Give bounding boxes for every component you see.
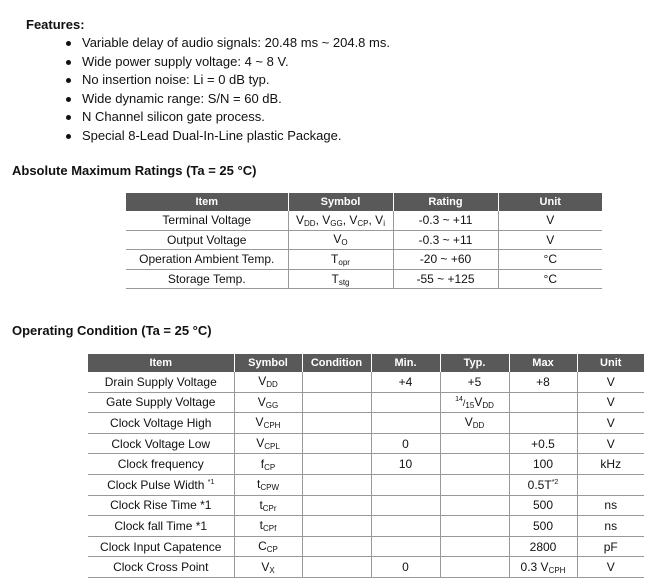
typ-cell: +5 xyxy=(440,372,509,392)
col-header-max: Max xyxy=(509,354,577,372)
typ-cell xyxy=(440,495,509,516)
max-cell: 500 xyxy=(509,495,577,516)
condition-cell xyxy=(302,516,371,537)
max-cell: 500 xyxy=(509,516,577,537)
condition-cell xyxy=(302,557,371,578)
table-row xyxy=(88,474,644,495)
typ-cell xyxy=(440,433,509,454)
condition-cell xyxy=(302,536,371,557)
unit-cell: ns xyxy=(577,495,644,516)
typ-cell xyxy=(440,454,509,475)
unit-cell: V xyxy=(498,211,602,230)
list-item: Wide dynamic range: S/N = 60 dB. xyxy=(60,90,390,109)
table-row xyxy=(126,211,602,230)
min-cell: 0 xyxy=(371,557,440,578)
item-cell: Clock fall Time *1 xyxy=(88,516,234,537)
symbol-cell: $V_O$ xyxy=(288,230,393,250)
min-cell xyxy=(371,536,440,557)
col-header-unit: Unit xyxy=(577,354,644,372)
symbol-cell: $V_{CPL}$ xyxy=(234,433,302,454)
abs-max-table xyxy=(126,193,602,289)
unit-cell xyxy=(577,474,644,495)
min-cell xyxy=(371,413,440,434)
typ-cell xyxy=(440,474,509,495)
condition-cell xyxy=(302,392,371,413)
col-header-condition: Condition xyxy=(302,354,371,372)
table-row xyxy=(88,372,644,392)
unit-cell: V xyxy=(577,413,644,434)
col-header-min: Min. xyxy=(371,354,440,372)
unit-cell: pF xyxy=(577,536,644,557)
unit-cell: ns xyxy=(577,516,644,537)
features-list xyxy=(60,34,390,146)
symbol-cell: $V_{CPH}$ xyxy=(234,413,302,434)
max-cell: $0.5T^{*2}$ xyxy=(509,474,577,495)
item-cell: Clock frequency xyxy=(88,454,234,475)
list-item: Variable delay of audio signals: 20.48 ms ~ 204.8 ms. xyxy=(60,34,390,53)
min-cell xyxy=(371,516,440,537)
col-header-symbol: Symbol xyxy=(234,354,302,372)
unit-cell: V xyxy=(577,557,644,578)
typ-cell xyxy=(440,516,509,537)
min-cell: +4 xyxy=(371,372,440,392)
item-cell: Clock Input Capatence xyxy=(88,536,234,557)
typ-cell: $V_{DD}$ xyxy=(440,413,509,434)
table-row xyxy=(88,557,644,578)
abs-max-title: Absolute Maximum Ratings (Ta = 25 °C) xyxy=(12,163,257,178)
rating-cell: -20 ~ +60 xyxy=(393,250,498,270)
symbol-cell: $T_{stg}$ xyxy=(288,269,393,289)
condition-cell xyxy=(302,372,371,392)
min-cell xyxy=(371,495,440,516)
condition-cell xyxy=(302,454,371,475)
max-cell: 2800 xyxy=(509,536,577,557)
min-cell: 0 xyxy=(371,433,440,454)
item-cell: Drain Supply Voltage xyxy=(88,372,234,392)
max-cell: 100 xyxy=(509,454,577,475)
op-cond-title: Operating Condition (Ta = 25 °C) xyxy=(12,323,212,338)
unit-cell: V xyxy=(577,433,644,454)
features-title: Features: xyxy=(26,17,85,32)
typ-cell xyxy=(440,557,509,578)
col-header-item: Item xyxy=(88,354,234,372)
table-row xyxy=(88,516,644,537)
item-cell: Terminal Voltage xyxy=(126,211,288,230)
max-cell: 0.3 $V_{CPH}$ xyxy=(509,557,577,578)
symbol-cell: $t_{CPf}$ xyxy=(234,516,302,537)
typ-cell xyxy=(440,536,509,557)
unit-cell: V xyxy=(498,230,602,250)
rating-cell: -0.3 ~ +11 xyxy=(393,211,498,230)
item-cell: Clock Voltage Low xyxy=(88,433,234,454)
typ-cell: $^{14}/_{15}V_{DD}$ xyxy=(440,392,509,413)
symbol-cell: $t_{CPr}$ xyxy=(234,495,302,516)
col-header-item: Item xyxy=(126,193,288,211)
item-cell: Clock Cross Point xyxy=(88,557,234,578)
col-header-typ: Typ. xyxy=(440,354,509,372)
table-row xyxy=(88,495,644,516)
list-item: Wide power supply voltage: 4 ~ 8 V. xyxy=(60,53,390,72)
table-row xyxy=(88,392,644,413)
symbol-cell: $V_{DD}$, $V_{GG}$, $V_{CP}$, $V_i$ xyxy=(288,211,393,230)
table-row xyxy=(88,454,644,475)
symbol-cell: $f_{CP}$ xyxy=(234,454,302,475)
condition-cell xyxy=(302,495,371,516)
rating-cell: -55 ~ +125 xyxy=(393,269,498,289)
item-cell: Clock Pulse Width $^{*1}$ xyxy=(88,474,234,495)
table-row xyxy=(126,269,602,289)
col-header-symbol: Symbol xyxy=(288,193,393,211)
min-cell: 10 xyxy=(371,454,440,475)
item-cell: Storage Temp. xyxy=(126,269,288,289)
unit-cell: kHz xyxy=(577,454,644,475)
item-cell: Output Voltage xyxy=(126,230,288,250)
symbol-cell: $C_{CP}$ xyxy=(234,536,302,557)
table-row xyxy=(88,433,644,454)
condition-cell xyxy=(302,474,371,495)
rating-cell: -0.3 ~ +11 xyxy=(393,230,498,250)
symbol-cell: $V_{DD}$ xyxy=(234,372,302,392)
condition-cell xyxy=(302,413,371,434)
op-cond-table xyxy=(88,354,644,578)
min-cell xyxy=(371,474,440,495)
table-row xyxy=(126,230,602,250)
unit-cell: °C xyxy=(498,250,602,270)
symbol-cell: $V_X$ xyxy=(234,557,302,578)
item-cell: Clock Rise Time *1 xyxy=(88,495,234,516)
unit-cell: V xyxy=(577,392,644,413)
max-cell: +8 xyxy=(509,372,577,392)
max-cell xyxy=(509,392,577,413)
condition-cell xyxy=(302,433,371,454)
unit-cell: °C xyxy=(498,269,602,289)
table-row xyxy=(88,413,644,434)
list-item: Special 8-Lead Dual-In-Line plastic Package. xyxy=(60,127,390,146)
min-cell xyxy=(371,392,440,413)
col-header-rating: Rating xyxy=(393,193,498,211)
symbol-cell: $V_{GG}$ xyxy=(234,392,302,413)
col-header-unit: Unit xyxy=(498,193,602,211)
item-cell: Gate Supply Voltage xyxy=(88,392,234,413)
table-row xyxy=(126,250,602,270)
max-cell: +0.5 xyxy=(509,433,577,454)
list-item: No insertion noise: Li = 0 dB typ. xyxy=(60,71,390,90)
item-cell: Operation Ambient Temp. xyxy=(126,250,288,270)
unit-cell: V xyxy=(577,372,644,392)
symbol-cell: $t_{CPW}$ xyxy=(234,474,302,495)
list-item: N Channel silicon gate process. xyxy=(60,108,390,127)
max-cell xyxy=(509,413,577,434)
item-cell: Clock Voltage High xyxy=(88,413,234,434)
symbol-cell: $T_{opr}$ xyxy=(288,250,393,270)
table-row xyxy=(88,536,644,557)
